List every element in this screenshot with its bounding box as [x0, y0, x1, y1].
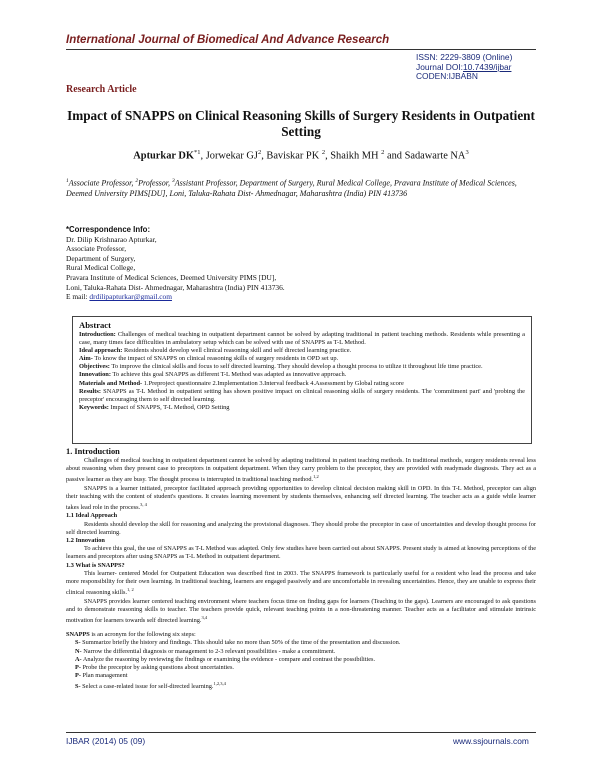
step-text: Select a case-related issue for self-directed learning. — [80, 683, 214, 691]
coden: CODEN:IJBABN — [416, 71, 478, 82]
abstract-innovation — [79, 371, 525, 379]
paragraph — [66, 485, 536, 513]
subsection-heading-innovation: 1.2 Innovation — [66, 537, 105, 545]
author-sep: , — [200, 150, 206, 162]
paragraph — [66, 598, 536, 626]
author-1-sup: *1 — [194, 149, 201, 156]
step-text: Analyze the reasoning by reviewing the findings or examining the evidence - compare and contrast the possibilities. — [81, 655, 376, 663]
abstract-text: To know the impact of SNAPPS on clinical reasoning skills of surgery residents in OPD set up. — [92, 355, 339, 363]
email-label: E mail: — [66, 292, 90, 302]
paragraph-text: This learner- centered Model for Outpatient Education was described first in 2003. The SNAPPS framework is particularly useful for a resident who lead the process and take more responsibility for their own learning. In traditional teaching, learners are engaged passively and are uncomfortable in revealing uncertainties. Hence, they are unable to express their clinical reasoning skills. — [66, 569, 536, 597]
abstract-label: Ideal approach: — [79, 347, 123, 355]
abstract-text: Residents should develop well clinical reasoning skill and self directed learning practice. — [122, 347, 352, 355]
abstract-keywords — [79, 404, 525, 412]
abstract-text: To improve the clinical skills and focus to self directed learning. They should develop a thought process to utilize it throughout life time practice. — [109, 363, 483, 371]
abstract-label: Introduction: — [79, 331, 116, 338]
paragraph-text: SNAPPS is a learner initiated, preceptor facilitated approach providing opportunities to develop clinical decision making skill in OPD. In this T-L Method, preceptor can align their teaching with the content of student's questions. It creates learning movement by students themselves, enhancing self directed learning. The teacher acts as a guide while learner takes lead role in the process. — [66, 484, 536, 512]
abstract-box — [72, 316, 532, 444]
affiliation — [66, 176, 536, 199]
corr-line: Rural Medical College, — [66, 263, 136, 273]
abstract-label: Aim- — [79, 355, 93, 363]
citation: 1,2,3,4 — [213, 681, 226, 687]
author-1: Apturkar DK — [133, 150, 194, 162]
citation: 3,4 — [201, 614, 208, 620]
abstract-label: Objectives: — [79, 363, 110, 371]
corr-line: Pravara Institute of Medical Sciences, Deemed University PIMS [DU], — [66, 272, 277, 282]
correspondence-block — [66, 225, 536, 302]
author-and: and — [384, 150, 405, 162]
footer-website-link[interactable]: www.ssjournals.com — [453, 736, 529, 746]
corr-line: Dr. Dilip Krishnarao Apturkar, — [66, 234, 157, 244]
snapps-term: SNAPPS — [66, 631, 90, 639]
article-body — [66, 447, 536, 692]
citation: 1,2 — [313, 474, 319, 480]
list-item — [75, 672, 536, 680]
affil-sup-3: 3 — [172, 178, 175, 184]
correspondence-heading: *Correspondence Info: — [66, 225, 151, 234]
abstract-text: Challenges of medical teaching in outpatient department cannot be solved by adapting traditional in patient teaching methods. Residents while presenting a case, many times face difficulties in ambulatory setup which can be solved with use of SNAPPS as T-L Method. — [79, 331, 525, 347]
subsection-heading-what-is-snapps: 1.3 What is SNAPPS? — [66, 561, 125, 569]
affil-sup-1: 1 — [66, 178, 69, 184]
paragraph — [66, 570, 536, 598]
journal-meta — [416, 53, 512, 82]
corr-line: Loni, Taluka-Rahata Dist- Ahmednagar, Maharashtra (India) PIN 413736. — [66, 282, 285, 292]
footer-rule — [66, 732, 536, 733]
step-key: S- — [75, 683, 81, 691]
corr-line: Department of Surgery, — [66, 253, 136, 263]
doi-link[interactable]: 10.7439/ijbar — [463, 61, 512, 72]
step-text: Summarize briefly the history and findings. This should take no more than 50% of the time of the presentation and discussion. — [80, 639, 401, 647]
author-5-sup: 3 — [465, 149, 469, 156]
author-5: Sadawarte NA — [404, 150, 466, 162]
author-sep: , — [261, 150, 267, 162]
step-key: S- — [75, 639, 81, 647]
paragraph: Residents should develop the skill for reasoning and analyzing the provisional diagnoses. They should probe the preceptor in case of uncertainties and develop thought process for self directed learning. — [66, 520, 536, 536]
list-item — [75, 656, 536, 664]
author-4: Shaikh MH — [330, 150, 379, 162]
snapps-list-intro-text: is an acronym for the following six steps: — [89, 631, 196, 639]
subsection-heading-ideal: 1.1 Ideal Approach — [66, 512, 118, 520]
abstract-label: Results: — [79, 387, 102, 395]
section-heading-introduction: 1. Introduction — [66, 447, 120, 456]
affil-text-1: Associate Professor, — [68, 178, 136, 188]
journal-name: International Journal of Biomedical And Advance Research — [66, 34, 390, 46]
author-2-sup: 2 — [257, 149, 262, 156]
corr-email-line — [66, 292, 536, 302]
abstract-introduction — [79, 331, 525, 347]
paragraph: To achieve this goal, the use of SNAPPS as T-L Method was adapted. Only few studies have been carried out about SNAPPS. Present study is aimed at knowing perceptions of the learners and preceptors after using SNAPPS as T-L Method in outpatient department. — [66, 545, 536, 561]
step-text: Narrow the differential diagnosis or management to 2-3 relevant possibilities - make a commitment. — [81, 647, 336, 655]
snapps-list-intro — [66, 631, 536, 639]
list-item — [75, 680, 536, 691]
step-text: Probe the preceptor by asking questions about uncertainties. — [80, 664, 234, 672]
abstract-text: To achieve this goal SNAPPS as different T-L Method was adapted as innovative approach. — [110, 371, 347, 379]
issn: ISSN: 2229-3809 (Online) — [416, 52, 513, 62]
paper-title: Impact of SNAPPS on Clinical Reasoning Skills of Surgery Residents in Outpatient Setting — [67, 108, 535, 139]
step-key: N- — [75, 647, 82, 655]
citation: 3, 4 — [140, 502, 147, 508]
email-link[interactable]: drdilipapturkar@gmail.com — [89, 292, 172, 302]
abstract-methods — [79, 380, 525, 388]
abstract-ideal — [79, 347, 525, 355]
abstract-label: Keywords: — [79, 403, 109, 411]
author-2: Jorwekar GJ — [205, 150, 258, 162]
abstract-heading: Abstract — [79, 320, 111, 330]
step-text: Plan management — [80, 672, 128, 680]
abstract-objectives — [79, 363, 525, 371]
citation: 1, 2 — [127, 587, 134, 593]
paragraph — [66, 457, 536, 485]
doi-label: Journal DOI: — [416, 61, 464, 72]
abstract-text: Impact of SNAPPS, T-L Method, OPD Setting — [108, 403, 230, 411]
step-key: P- — [75, 672, 81, 680]
abstract-label: Innovation: — [79, 371, 111, 379]
list-item — [75, 639, 536, 647]
abstract-results — [79, 388, 525, 404]
header-rule — [66, 49, 536, 50]
abstract-label: Materials and Method- — [79, 379, 143, 387]
author-list — [66, 149, 536, 161]
list-item — [75, 664, 536, 672]
author-3: Baviskar PK — [266, 150, 320, 162]
affil-text-3: Assistant Professor, Department of Surgery, Rural Medical College, Pravara Institute of Medical Sciences, Deemed University PIMS[DU], Loni, Taluka-Rahata Dist- Ahmednagar, Maharashtra (India) PIN 413736 — [66, 178, 517, 198]
footer-citation: IJBAR (2014) 05 (09) — [66, 736, 146, 746]
paragraph-text: Challenges of medical teaching in outpatient department cannot be solved by adapting traditional in patient teaching methods. In traditional methods, surgery residents reveal less about reasoning when they present case to preceptors in outpatient department. When they carry problem to the preceptor, they are provided with readymade diagnosis. They act as a passive learner as they are busy. The thought process is interrupted in traditional teaching method. — [66, 457, 536, 484]
list-item — [75, 648, 536, 656]
author-3-sup: 2 — [321, 149, 326, 156]
author-sep: , — [325, 150, 331, 162]
abstract-aim — [79, 355, 525, 363]
step-key: P- — [75, 664, 81, 672]
author-4-sup: 2 — [381, 149, 385, 156]
step-key: A- — [75, 655, 82, 663]
article-type: Research Article — [66, 84, 137, 95]
affil-text-2: Professor, — [138, 178, 173, 188]
paragraph-text: SNAPPS provides learner centered teaching environment where teachers focus time on finding gaps for learners (Teaching to the gaps). Learners are encouraged to ask questions and to demonstrate reasoning skills to teacher. The teachers provide quick, relevant teaching points in a non-threatening manner. Teacher acts as a facilitator and stimulate intrinsic motivation for learners towards self directed learning. — [66, 597, 536, 625]
abstract-text: SNAPPS as T-L Method in outpatient setting has shown positive impact on clinical reasoning skills of surgery residents. The 'commitment part' and 'probing the preceptor' encouraging them to self directed learning. — [79, 387, 525, 403]
affil-sup-2: 2 — [135, 178, 139, 184]
corr-line: Associate Professor, — [66, 244, 127, 254]
snapps-steps-list — [66, 639, 536, 691]
abstract-text: 1.Preproject questionnaire 2.Implementation 3.Interval feedback 4.Assessment by Global rating score — [142, 379, 404, 387]
